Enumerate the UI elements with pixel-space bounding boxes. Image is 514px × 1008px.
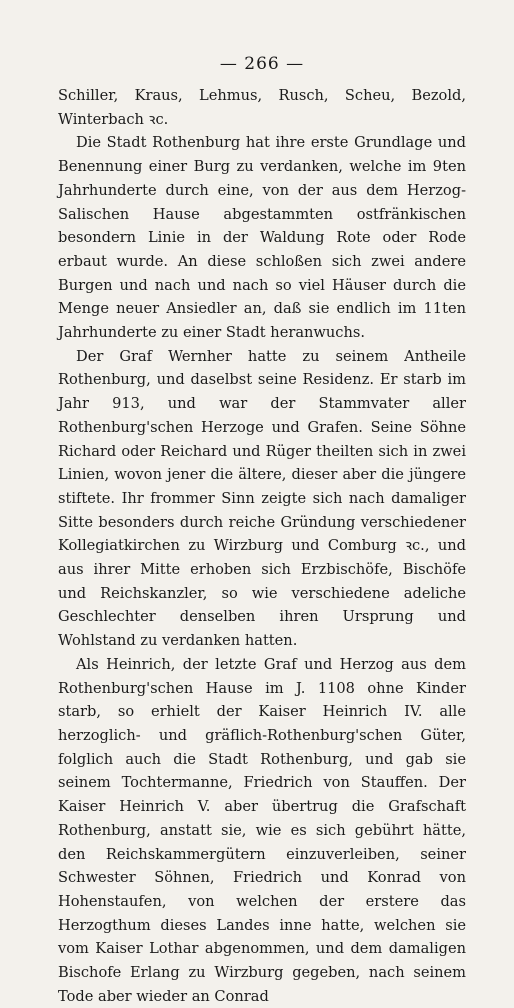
- paragraph: Der Graf Wernher hatte zu seinem Antheile Rothenburg, und daselbst seine Residenz. Er starb im Jahr 913, und war der Stammvater aller Rothenburg'schen Herzoge und Grafen. Seine Söhne Richard oder Reichard und Rüger theilten sich in zwei Linien, wovon jener die ältere, dieser aber die jüngere stiftete. Ihr frommer Sinn zeigte sich nach damaliger Sitte besonders durch reiche Gründung verschiedener Kollegiatkirchen zu Wirzburg und Comburg ꝛc., und aus ihrer Mitte erhoben sich Erzbischöfe, Bischöfe und Reichskanzler, so wie verschiedene adeliche Geschlechter denselben ihren Ursprung und Wohlstand zu verdanken hatten.: [58, 347, 466, 650]
- book-page: [58, 54, 466, 1008]
- paragraph: Die Stadt Rothenburg hat ihre erste Grundlage und Benennung einer Burg zu verdanken, welche im 9ten Jahrhunderte durch eine, von der aus dem Herzog-Salischen Hause abgestammten ostfränkischen besondern Linie in der Waldung Rote oder Rode erbaut wurde. An diese schloßen sich zwei andere Burgen und nach und nach so viel Häuser durch die Menge neuer Ansiedler an, daß sie endlich im 11ten Jahrhunderte zu einer Stadt heranwuchs.: [58, 134, 466, 342]
- page-number: — 266 —: [219, 54, 305, 74]
- paragraph: Schiller, Kraus, Lehmus, Rusch, Scheu, Bezold, Winterbach ꝛc.: [58, 87, 466, 128]
- paragraph: Als Heinrich, der letzte Graf und Herzog aus dem Rothenburg'schen Hause im J. 1108 ohne Kinder starb, so erhielt der Kaiser Heinrich IV. alle herzoglich- und gräflich-Rothenburg'schen Güter, folglich auch die Stadt Rothenburg, und gab sie seinem Tochtermanne, Friedrich von Stauffen. Der Kaiser Heinrich V. aber übertrug die Grafschaft Rothenburg, anstatt sie, wie es sich gebührt hätte, den Reichskammergütern einzuverleiben, seiner Schwester Söhnen, Friedrich und Konrad von Hohenstaufen, von welchen der erstere das Herzogthum dieses Landes inne hatte, welchen sie vom Kaiser Lothar abgenommen, und dem damaligen Bischofe Erlang zu Wirzburg gegeben, nach seinem Tode aber wieder an Conrad: [58, 655, 466, 1005]
- body-text: [58, 84, 466, 1008]
